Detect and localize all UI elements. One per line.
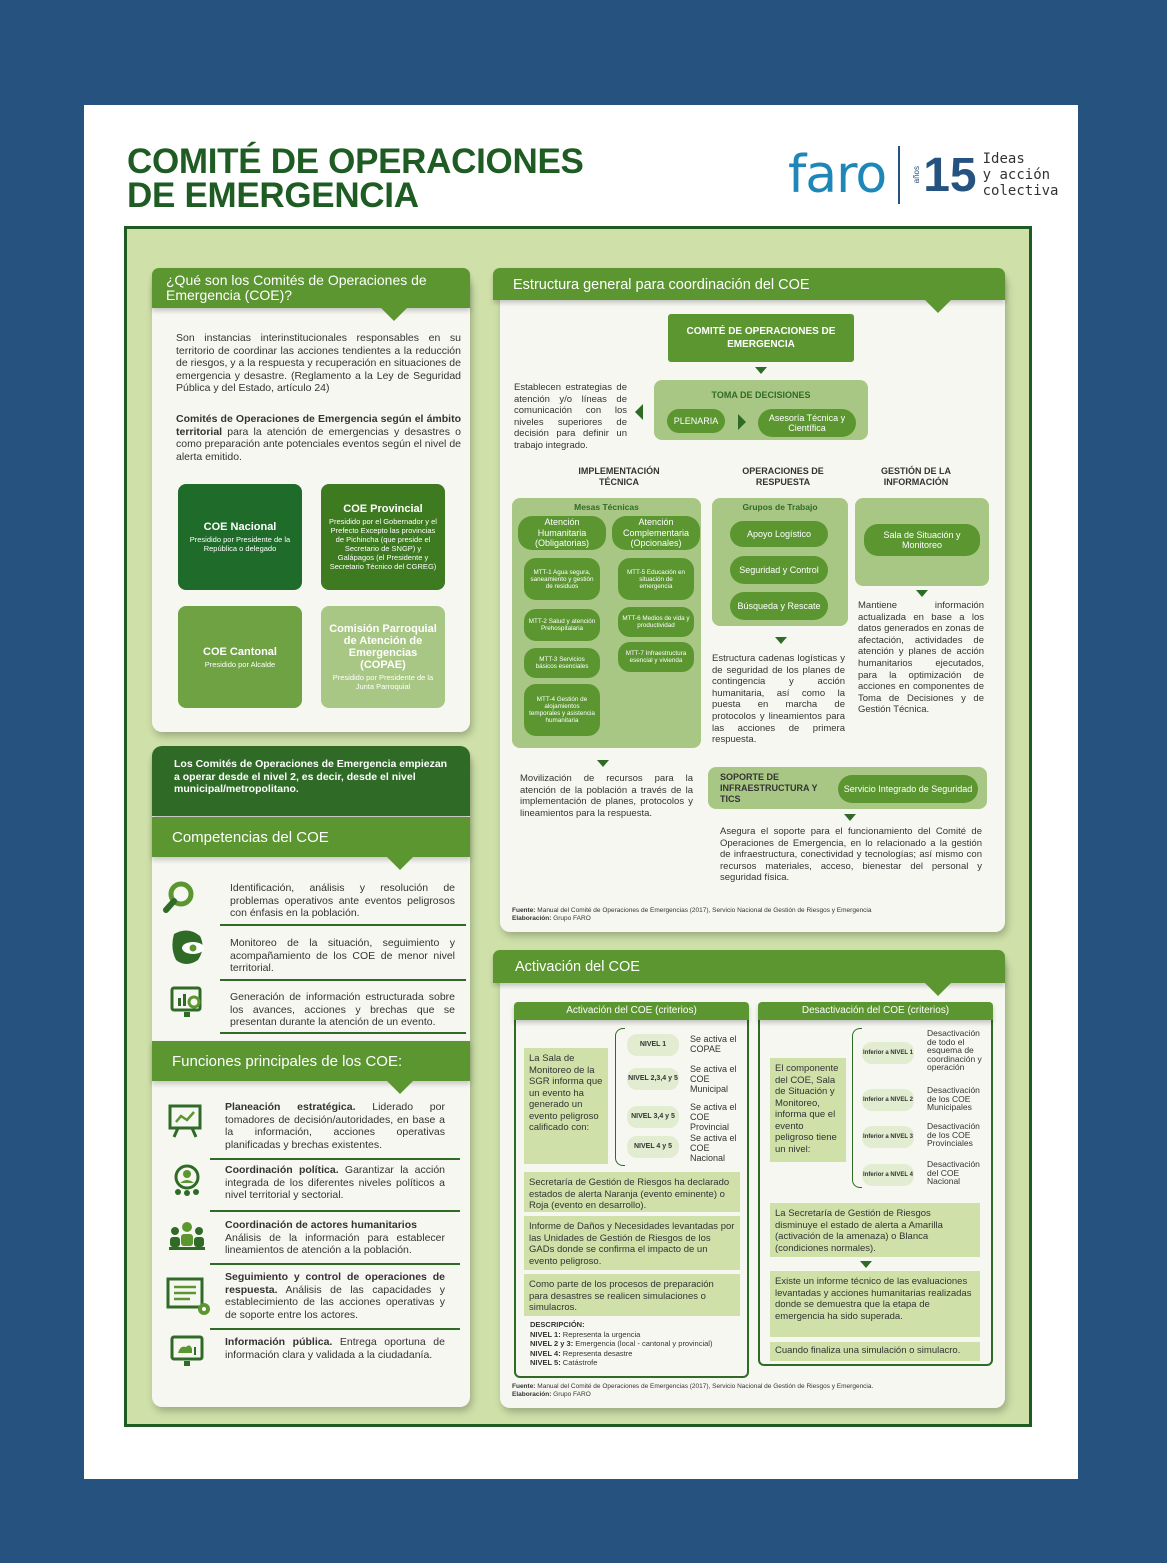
logo-15: 15 [923,148,977,202]
presentation-icon [168,1104,202,1138]
desactivacion-criterio-1: La Secretaría de Gestión de Riesgos disminuye el estado de alerta a Amarilla (activación de la amenaza) o Blanca (condiciones normales). [770,1203,980,1257]
mesas-label: Mesas Técnicas [574,502,639,512]
coe-nacional-box: COE Nacional Presidido por Presidente de la República o delegado [178,484,302,590]
impl-title: IMPLEMENTACIÓN TÉCNICA [578,466,660,487]
estructura-heading: Estructura general para coordinación del COE [493,268,1005,300]
nivel-text: Desactivación de los COE Municipales [927,1085,980,1112]
nivel-text: Se activa el COE Nacional [690,1133,737,1163]
activacion-criterio-1: Secretaría de Gestión de Riesgos ha declarado estados de alerta Naranja (evento eminente) o Roja (evento en desarrollo). [524,1172,740,1212]
nivel-pill: Inferior a NIVEL 1 [862,1042,914,1064]
nivel-pill: NIVEL 3,4 y 5 [627,1106,679,1128]
arrow-left [635,404,643,420]
activacion-panel-title: Activación del COE (criterios) [514,1002,749,1020]
sala-situacion-pill: Sala de Situación y Monitoreo [864,524,980,556]
arrow-down [844,814,856,821]
heading-pointer [386,856,414,870]
grupos-label: Grupos de Trabajo [742,502,818,512]
activacion-heading: Activación del COE [493,950,1005,983]
people-icon [168,1220,206,1254]
mtt-1: MTT-1 Agua segura, saneamiento y gestión de residuos [524,558,600,600]
monitor-icon [170,1335,204,1369]
plenaria-pill: PLENARIA [667,409,725,433]
divider [220,979,466,981]
nivel-text: Se activa el COE Municipal [690,1064,737,1094]
nivel-pill: NIVEL 4 y 5 [627,1136,679,1158]
mtt-6: MTT-6 Medios de vida y productividad [618,607,694,637]
que-son-text: Son instancias interinstitucionales responsables en su territorio de coordinar las acciones tendientes a la reducción de riesgos, y a la respuesta y recuperación en situaciones de emergencia y desastre. (Reglamento a la Ley de Seguridad Pública y del Estado, artículo 24) [176,332,461,395]
descripcion: DESCRIPCIÓN: NIVEL 1: Representa la urgencia NIVEL 2 y 3: Emergencia (local - cantonal y provincial) NIVEL 4: Representa desastre NIVEL 5: Catástrofe [530,1320,713,1367]
divider [210,1328,460,1330]
asesoria-pill: Asesoría Técnica y Científica [758,409,856,437]
faro-logo [788,140,1058,210]
coordination-icon [170,1163,204,1197]
heading-pointer [924,982,952,996]
soporte-label: SOPORTE DE INFRAESTRUCTURA Y TICS [720,772,818,804]
divider [210,1210,460,1212]
toma-decisiones-label: TOMA DE DECISIONES [711,390,811,400]
nivel-2-note: Los Comités de Operaciones de Emergencia empiezan a operar desde el nivel 2, es decir, desde el nivel municipal/metropolitano. [152,746,470,816]
funcion-5: Información pública. Entrega oportuna de información clara y validada a la ciudadanía. [225,1336,445,1361]
gest-text: Mantiene información actualizada en base a los datos generados en zonas de afectación, actividades de atención y planes de acción humanitarios ejecutados, para la optimización de acciones en componentes de Toma de Decisiones y de Gestión Técnica. [858,600,984,716]
arrow-down [860,1261,872,1268]
estructura-fuente: Fuente: Manual del Comité de Operaciones de Emergencias (2017), Servicio Nacional de Gestión de Riesgos y Emergencia Elaboración: Grupo FARO [512,907,872,922]
divider [210,1263,460,1265]
sala-monitoreo-box: La Sala de Monitoreo de la SGR informa que un evento ha generado un evento peligroso calificado con: [524,1048,608,1164]
coe-cantonal-box: COE Cantonal Presidido por Alcalde [178,606,302,708]
nivel-pill: NIVEL 1 [627,1034,679,1056]
divider [220,1032,466,1034]
nivel-pill: NIVEL 2,3,4 y 5 [627,1068,679,1090]
nivel-text: Desactivación de todo el esquema de coordinación y operación [927,1028,982,1072]
arrow-down [755,367,767,374]
nivel-text: Desactivación del COE Nacional [927,1159,980,1186]
mtt-4: MTT-4 Gestión de alojamientos temporales y asistencia humanitaria [524,684,600,736]
apoyo-pill: Apoyo Logístico [730,521,828,547]
activacion-criterio-2: Informe de Daños y Necesidades levantadas por las Unidades de Gestión de Riesgos de los GADs donde se confirma el impacto de un evento peligroso. [524,1216,740,1270]
competencia-2: Monitoreo de la situación, seguimiento y acompañamiento de los COE de menor nivel territorial. [230,937,455,975]
copae-box: Comisión Parroquial de Atención de Emergencias (COPAE) Presidido por Presidente de la Junta Parroquial [321,606,445,708]
comite-box: COMITÉ DE OPERACIONES DE EMERGENCIA [668,314,854,362]
mtt-7: MTT-7 Infraestructura esencial y vivienda [618,642,694,672]
desactivacion-criterio-3: Cuando finaliza una simulación o simulacro. [770,1342,980,1361]
page-title: COMITÉ DE OPERACIONES DE EMERGENCIA [127,142,584,215]
atencion-complementaria-pill: Atención Complementaria (Opcionales) [612,516,700,550]
activacion-fuente: Fuente: Manual del Comité de Operaciones de Emergencias (2017), Servicio Nacional de Gestión de Riesgos y Emergencia. Elaboración: Grupo FARO [512,1383,874,1398]
impl-text: Movilización de recursos para la atención de la población a través de la implementación de planes, protocolos y lineamientos para la respuesta. [520,773,693,819]
logo-years: años [912,166,922,184]
search-icon [162,880,196,914]
seguridad-pill: Seguridad y Control [730,556,828,584]
que-son-text-2: Comités de Operaciones de Emergencia según el ámbito territorial para la atención de emergencias y desastres o como preparación ante potenciales eventos según el nivel de alerta emitido. [176,413,461,463]
desactivacion-panel-title: Desactivación del COE (criterios) [758,1002,993,1020]
divider [220,924,466,926]
atencion-humanitaria-pill: Atención Humanitaria (Obligatorias) [518,516,606,550]
funciones-heading: Funciones principales de los COE: [152,1041,470,1081]
logo-tagline: Ideas y acción colectiva [982,151,1059,199]
oper-text: Estructura cadenas logísticas y de seguridad de los planes de contingencia y acción humanitaria, así como la puesta en marcha de protocolos y lineamientos para las acciones de primera respuesta. [712,653,845,746]
nivel-pill: Inferior a NIVEL 3 [862,1126,914,1148]
brace [615,1028,625,1166]
logo-text: faro [788,145,887,205]
busqueda-pill: Búsqueda y Rescate [730,592,828,620]
gest-title: GESTIÓN DE LA INFORMACIÓN [880,466,951,487]
mtt-2: MTT-2 Salud y atención Prehospitalaria [524,609,600,641]
coe-provincial-box: COE Provincial Presidido por el Gobernador y el Prefecto Excepto las provincias de Pichincha (que preside el Secretario de SNGP) y Galápagos (el Presidente y Secretario Técnico del CGREG) [321,484,445,590]
mtt-5: MTT-5 Educación en situación de emergencia [618,558,694,600]
checklist-icon [166,1277,214,1317]
eye-icon [168,928,208,968]
sis-pill: Servicio Integrado de Seguridad [838,775,978,803]
mtt-3: MTT-3 Servicios básicos esenciales [524,648,600,678]
brace [852,1028,862,1188]
desactivacion-criterio-2: Existe un informe técnico de las evaluaciones levantadas y acciones humanitarias realizadas donde se demuestra que la etapa de emergencia ha sido superada. [770,1271,980,1337]
analytics-icon [170,985,204,1019]
soporte-text: Asegura el soporte para el funcionamiento del Comité de Operaciones de Emergencia, en lo relacionado a la gestión de infraestructura, conectividad y tecnologías; así mismo con recursos materiales, acceso, bienestar del personal y seguridad física. [720,826,982,884]
arrow-down [916,590,928,597]
funcion-4: Seguimiento y control de operaciones de respuesta. Análisis de las capacidades y establecimiento de las acciones operativas y de soporte entre los actores. [225,1271,445,1321]
arrow-down [597,760,609,767]
heading-pointer [380,307,408,321]
heading-pointer [924,299,952,313]
divider [210,1158,460,1160]
arrow-right [738,414,746,430]
oper-title: OPERACIONES DE RESPUESTA [742,466,824,487]
funcion-2: Coordinación política. Garantizar la acción integrada de los diferentes niveles políticos a nivel territorial y sectorial. [225,1164,445,1202]
funcion-1: Planeación estratégica. Liderado por tomadores de decisión/autoridades, en base a la información, acciones operativas planificadas y brechas existentes. [225,1101,445,1151]
toma-text: Establecen estrategias de atención y/o líneas de comunicación con los niveles superiores de decisión para definir un trabajo integrado. [514,382,627,451]
nivel-text: Se activa el COE Provincial [690,1102,737,1132]
nivel-pill: Inferior a NIVEL 4 [862,1164,914,1186]
heading-pointer [386,1080,414,1094]
competencia-1: Identificación, análisis y resolución de problemas operativos ante eventos peligrosos con énfasis en la población. [230,882,455,920]
funcion-3: Coordinación de actores humanitarios Análisis de la información para establecer lineamientos de atención a la población. [225,1219,445,1257]
nivel-pill: Inferior a NIVEL 2 [862,1089,914,1111]
arrow-down [775,637,787,644]
competencias-heading: Competencias del COE [152,817,470,857]
activacion-criterio-3: Como parte de los procesos de preparación para desastres se realicen simulaciones o simulacros. [524,1274,740,1316]
componente-box: El componente del COE, Sala de Situación y Monitoreo, informa que el evento peligroso tiene un nivel: [770,1058,846,1162]
nivel-text: Desactivación de los COE Provinciales [927,1121,980,1148]
nivel-text: Se activa el COPAE [690,1034,737,1054]
competencia-3: Generación de información estructurada sobre los avances, acciones y brechas que se presentan durante la atención de un evento. [230,991,455,1029]
que-son-heading: ¿Qué son los Comités de Operaciones de Emergencia (COE)? [152,268,470,308]
